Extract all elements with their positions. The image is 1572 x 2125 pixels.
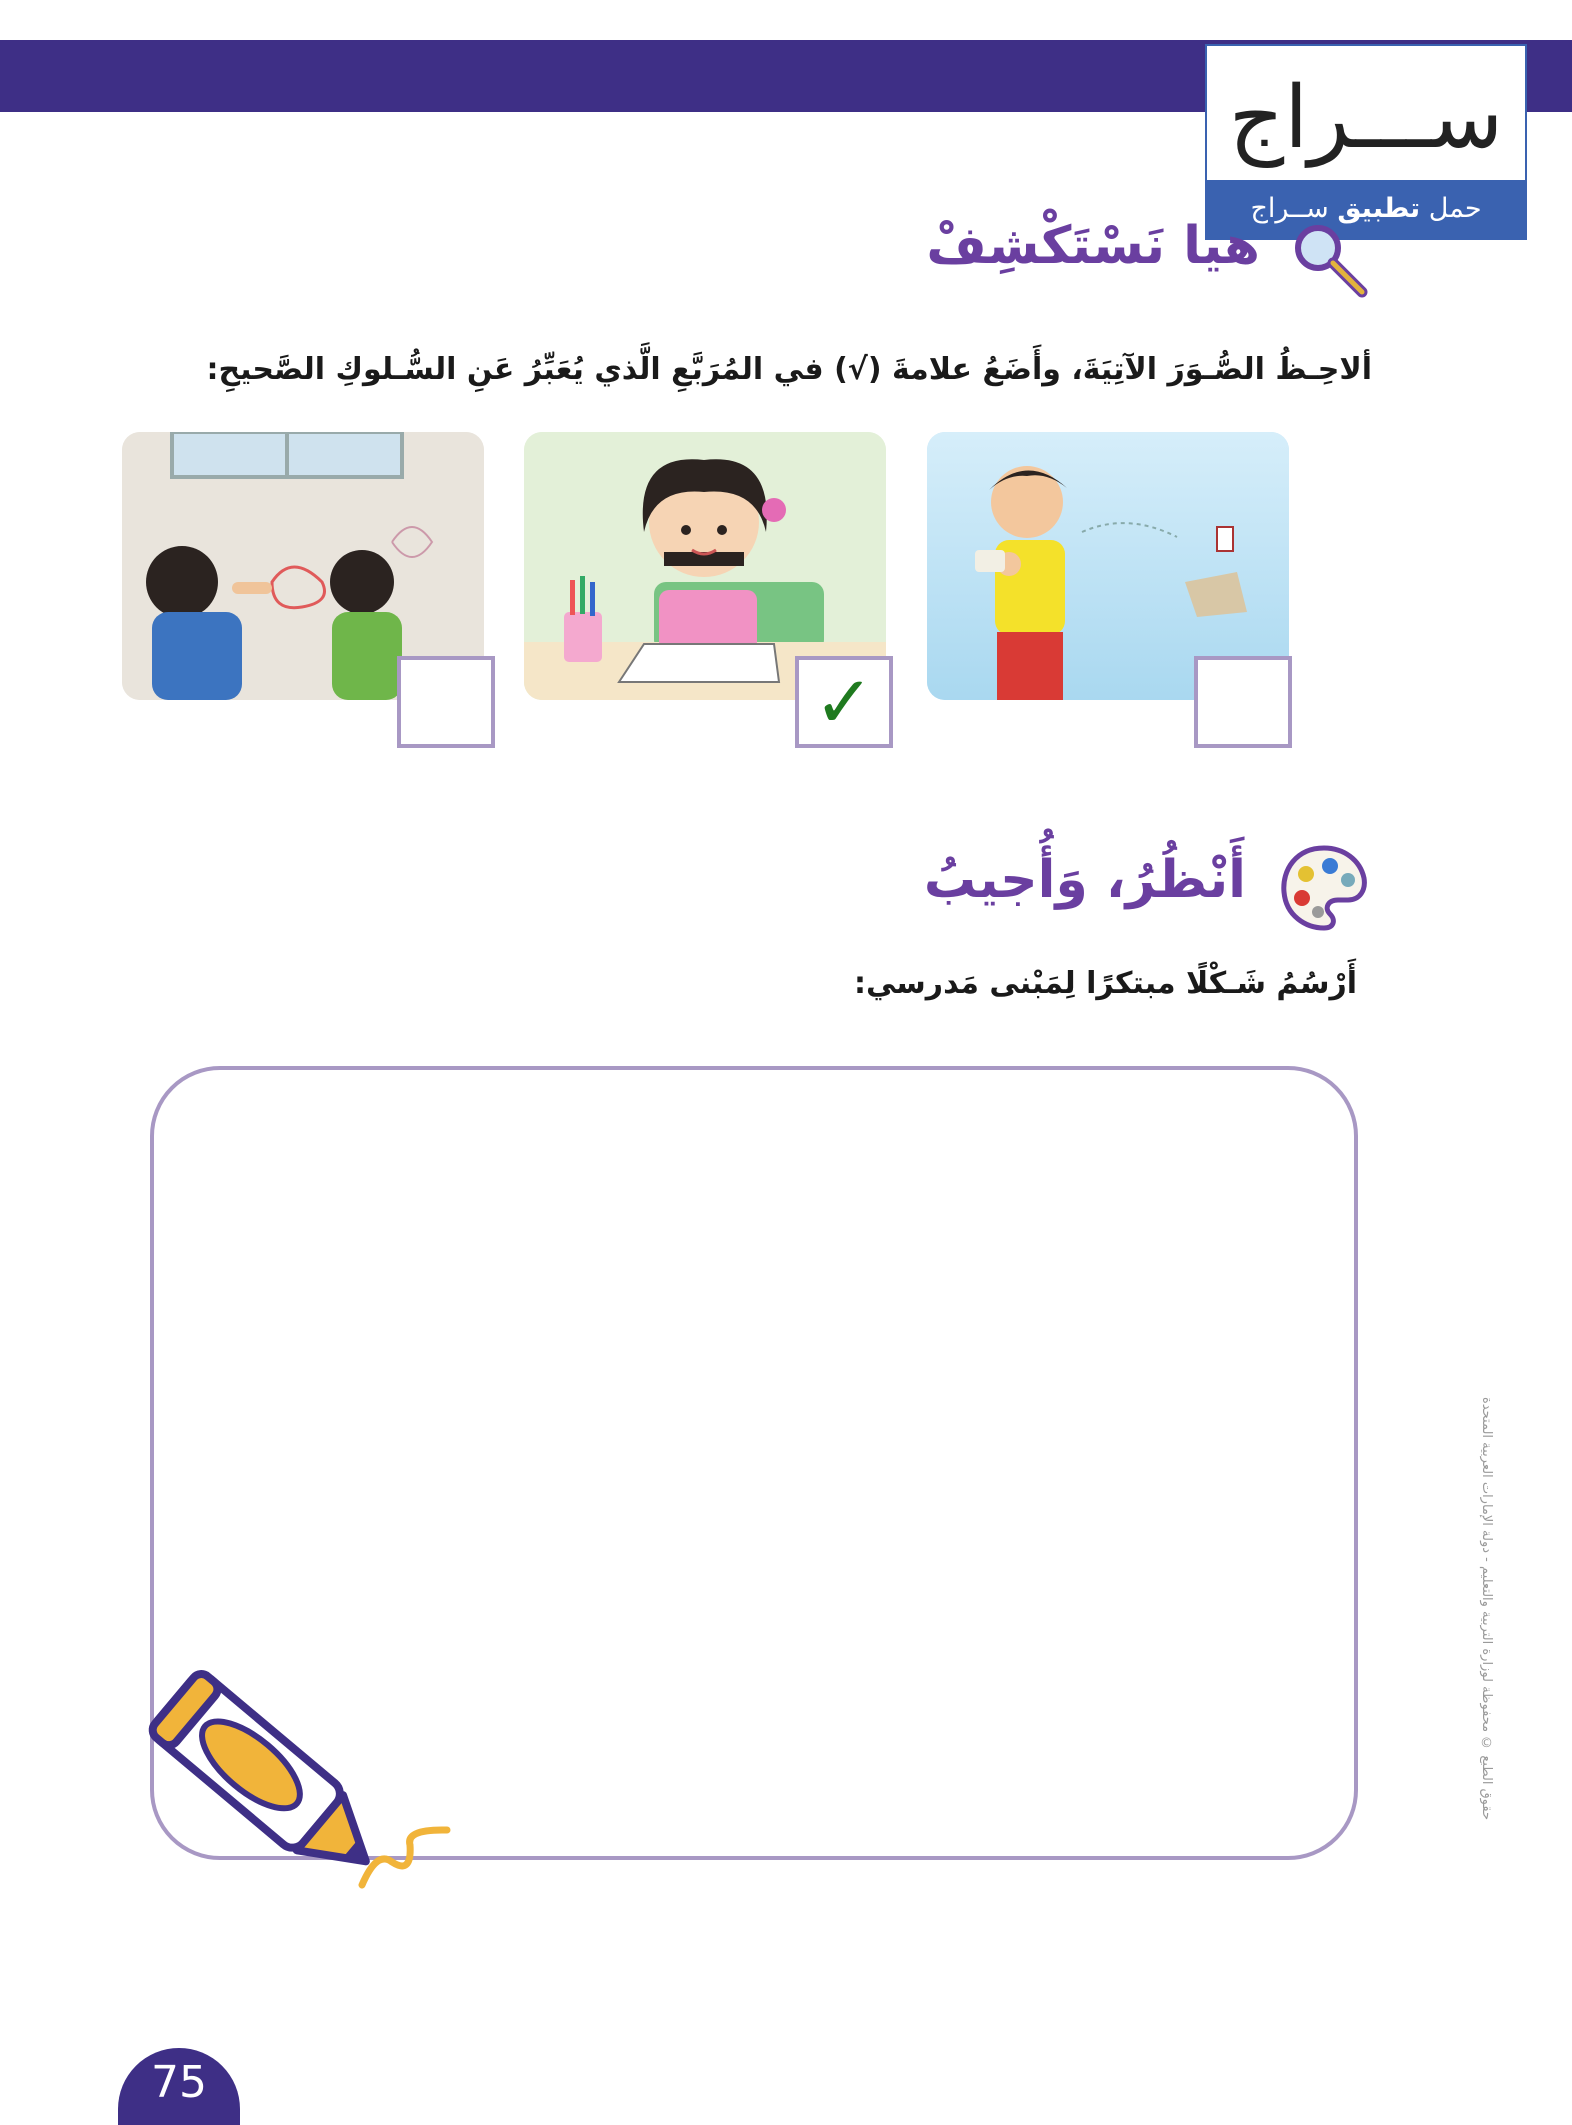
siraj-logo[interactable]: [1205, 44, 1527, 240]
logo-strip-suffix: ســراج: [1250, 193, 1329, 224]
checkmark: ✓: [813, 660, 875, 744]
copyright-note: حقوق الطبع © محفوظة لوزارة التربية والتعليم - دولة الإمارات العربية المتحدة: [1479, 1396, 1494, 1820]
section2-instruction: أَرْسُمُ شَـكْلًا مبتكرًا لِمَبْنى مَدرسي:: [853, 966, 1357, 1001]
section1-title: هيا نَسْتَكْشِفْ: [926, 216, 1260, 276]
checkbox-card-boy-eating[interactable]: [1194, 656, 1292, 748]
logo-word: ســـراج: [1228, 68, 1504, 168]
magnifier-icon: [1288, 220, 1370, 302]
section2-title: أَنْظُرُ، وَأُجيبُ: [923, 850, 1246, 910]
section1-instruction: ألاحِـظُ الصُّـوَرَ الآتِيَةَ، وأَضَعُ علامةَ (√) في المُرَبَّعِ الَّذي يُعَبِّرُ عَنِ السُّـلوكِ الصَّحيحِ:: [206, 352, 1372, 387]
crayon-icon: [112, 1630, 452, 1890]
logo-strip-bold: تطبيق: [1337, 193, 1421, 224]
page-number: 75: [118, 2048, 240, 2125]
checkbox-card-girl-writing[interactable]: [795, 656, 893, 748]
logo-strip-prefix: حمل: [1428, 193, 1482, 224]
palette-icon: [1278, 842, 1370, 934]
checkbox-card-drawing-on-wall[interactable]: [397, 656, 495, 748]
